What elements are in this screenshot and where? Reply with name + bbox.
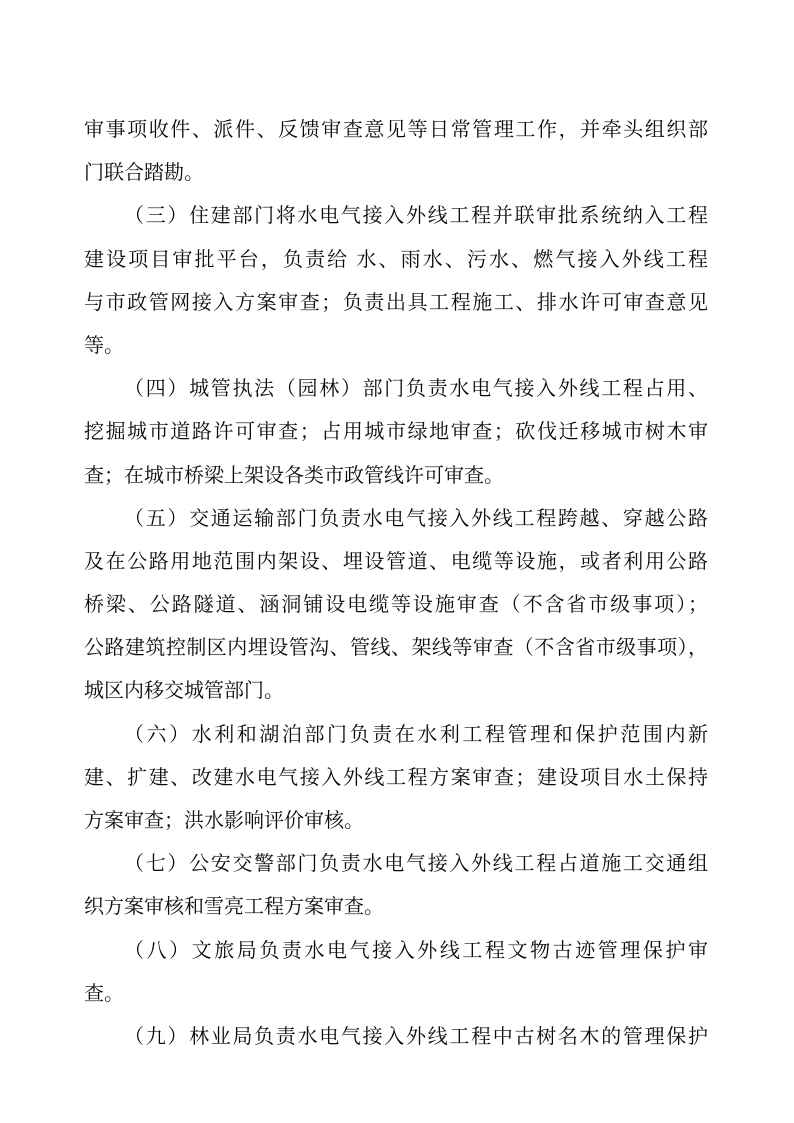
text-line: 方案审查；洪水影响评价审核。: [84, 810, 364, 832]
text-line: 审事项收件、派件、反馈审查意见等日常管理工作，并牵头组织部: [84, 119, 708, 141]
text-line: 等。: [84, 334, 124, 357]
text-line: 及在公路用地范围内架设、埋设管道、电缆等设施，或者利用公路: [84, 550, 708, 573]
text-line: （九）林业局负责水电气接入外线工程中古树名木的管理保护: [124, 1025, 708, 1048]
text-line: 建、扩建、改建水电气接入外线工程方案审查；建设项目水土保持: [84, 766, 708, 789]
text-line: 挖掘城市道路许可审查；占用城市绿地审查；砍伐迁移城市树木审: [84, 421, 708, 444]
text-line: （三）住建部门将水电气接入外线工程并联审批系统纳入工程: [124, 205, 708, 228]
document-body: [84, 109, 708, 1059]
text-line: 桥梁、公路隧道、涵洞铺设电缆等设施审查（不含省市级事项）；: [84, 594, 708, 617]
text-line: （七）公安交警部门负责水电气接入外线工程占道施工交通组: [124, 853, 708, 876]
text-line: 门联合踏勘。: [84, 162, 204, 185]
text-line: 查；在城市桥梁上架设各类市政管线许可审查。: [84, 464, 504, 487]
text-line: 查。: [84, 982, 124, 1005]
text-line: 公路建筑控制区内埋设管沟、管线、架线等审查（不含省市级事项），: [84, 637, 708, 660]
text-line: 织方案审核和雪亮工程方案审查。: [84, 896, 384, 919]
text-line: 与市政管网接入方案审查；负责出具工程施工、排水许可审查意见: [84, 291, 708, 314]
text-line: （四）城管执法（园林）部门负责水电气接入外线工程占用、: [124, 378, 708, 401]
text-line: （八）文旅局负责水电气接入外线工程文物古迹管理保护审: [124, 939, 708, 962]
text-line: 建设项目审批平台，负责给 水、雨水、污水、燃气接入外线工程: [84, 248, 708, 271]
text-line: （六）水利和湖泊部门负责在水利工程管理和保护范围内新: [124, 723, 708, 746]
text-line: 城区内移交城管部门。: [84, 680, 284, 703]
text-line: （五）交通运输部门负责水电气接入外线工程跨越、穿越公路: [124, 507, 708, 530]
